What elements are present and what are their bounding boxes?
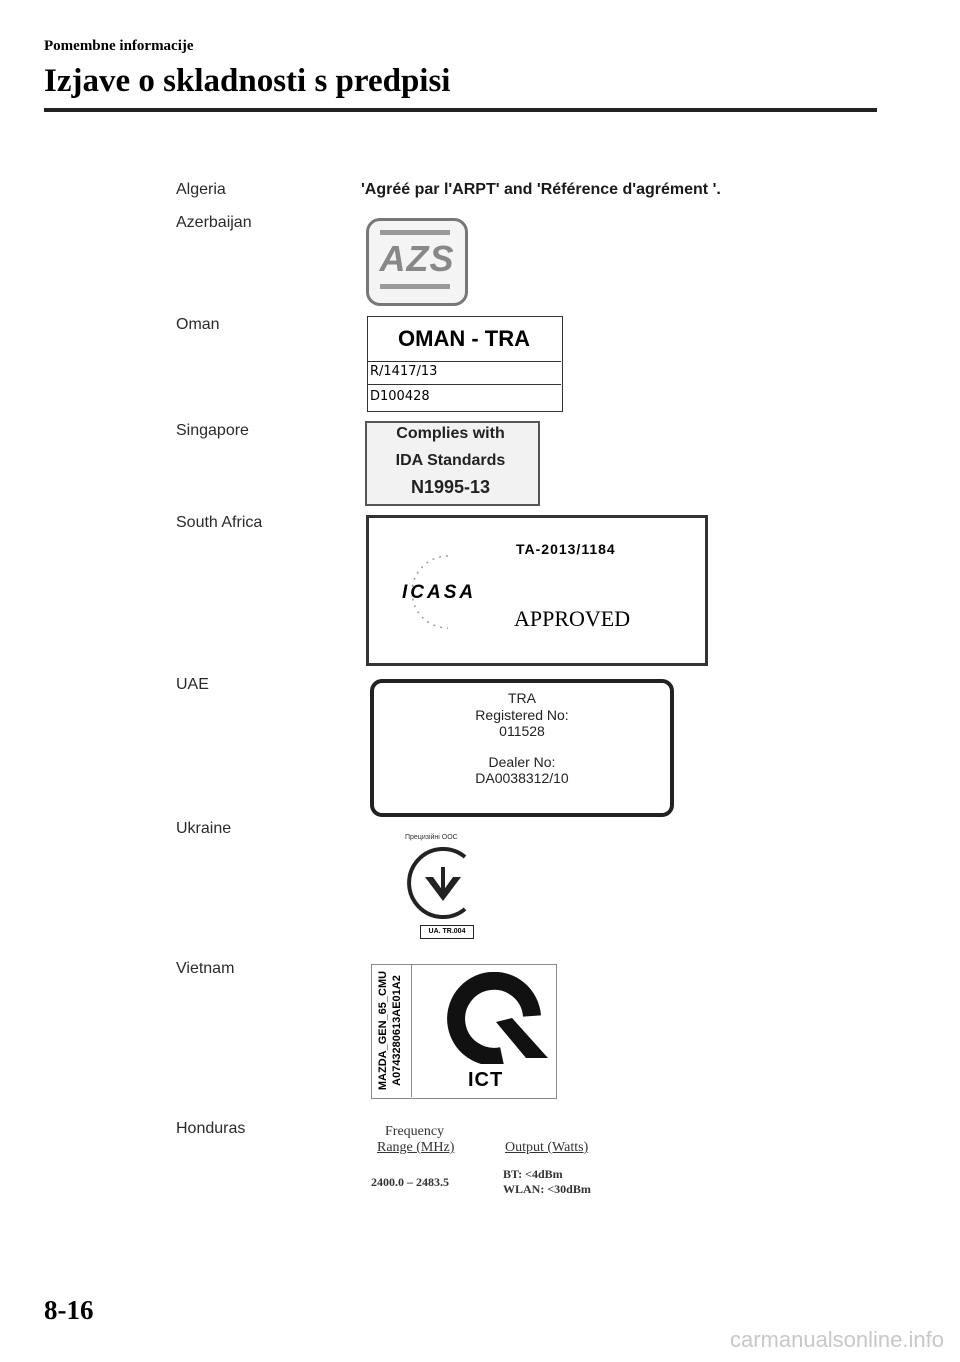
country-azerbaijan: Azerbaijan <box>176 214 252 231</box>
tra-uae-line: DA0038312/10 <box>475 770 569 786</box>
tra-uae-line: TRA <box>508 690 536 706</box>
watermark: carmanualsonline.info <box>729 1327 944 1352</box>
page-number: 8-16 <box>44 1295 94 1325</box>
ict-label-id-line: MAZDA_GEN_65_CMU <box>377 970 389 1091</box>
tra-uae-line: 011528 <box>499 723 545 739</box>
country-singapore: Singapore <box>176 422 249 439</box>
oman-label-divider <box>367 384 561 385</box>
ict-label-id-line: A0743280613AE01A2 <box>391 975 403 1086</box>
country-ukraine: Ukraine <box>176 820 232 837</box>
country-vietnam: Vietnam <box>176 960 235 977</box>
azs-logo-text: AZS <box>379 238 455 279</box>
ict-logo-text: ICT <box>468 1069 504 1091</box>
ida-label-line: IDA Standards <box>395 452 506 469</box>
ict-q-logo-icon <box>440 972 552 1064</box>
honduras-col-header: Frequency <box>385 1124 445 1139</box>
honduras-col-header: Output (Watts) <box>505 1140 589 1155</box>
ukraine-mark-header: Прецизійні ООС <box>405 834 458 841</box>
icasa-approval-code: TA-2013/1184 <box>516 541 616 557</box>
title-rule <box>44 108 877 112</box>
ukraine-conformity-mark-icon <box>403 843 483 923</box>
honduras-range-value: 2400.0 – 2483.5 <box>371 1175 449 1189</box>
honduras-output-value: BT: <4dBm <box>503 1167 563 1181</box>
country-oman: Oman <box>176 316 220 333</box>
icasa-approved-text: APPROVED <box>514 606 631 631</box>
country-uae: UAE <box>176 676 209 693</box>
oman-label-header: OMAN - TRA <box>367 316 561 362</box>
oman-label-row: D100428 <box>370 389 430 404</box>
tra-uae-line: Dealer No: <box>488 754 556 770</box>
tra-uae-line: Registered No: <box>475 707 569 723</box>
section-label: Pomembne informacije <box>44 38 194 54</box>
country-algeria: Algeria <box>176 181 226 198</box>
page-title: Izjave o skladnosti s predpisi <box>44 63 451 99</box>
algeria-approval-text: 'Agréé par l'ARPT' and 'Référence d'agrément '. <box>361 181 721 198</box>
honduras-col-header: Range (MHz) <box>377 1140 455 1155</box>
ukraine-mark-code: UA. TR.004 <box>420 925 474 939</box>
country-honduras: Honduras <box>176 1120 246 1137</box>
country-south-africa: South Africa <box>176 514 263 531</box>
ida-label-line: N1995-13 <box>410 477 491 497</box>
icasa-logo-text: ICASA <box>402 582 477 603</box>
azs-logo-bar-top <box>380 230 450 235</box>
ida-label-line: Complies with <box>396 425 505 442</box>
azs-logo-bar-bottom <box>380 284 450 289</box>
oman-label-row: R/1417/13 <box>370 364 438 379</box>
ict-label-id-column <box>371 964 412 1097</box>
honduras-output-value: WLAN: <30dBm <box>503 1182 591 1196</box>
